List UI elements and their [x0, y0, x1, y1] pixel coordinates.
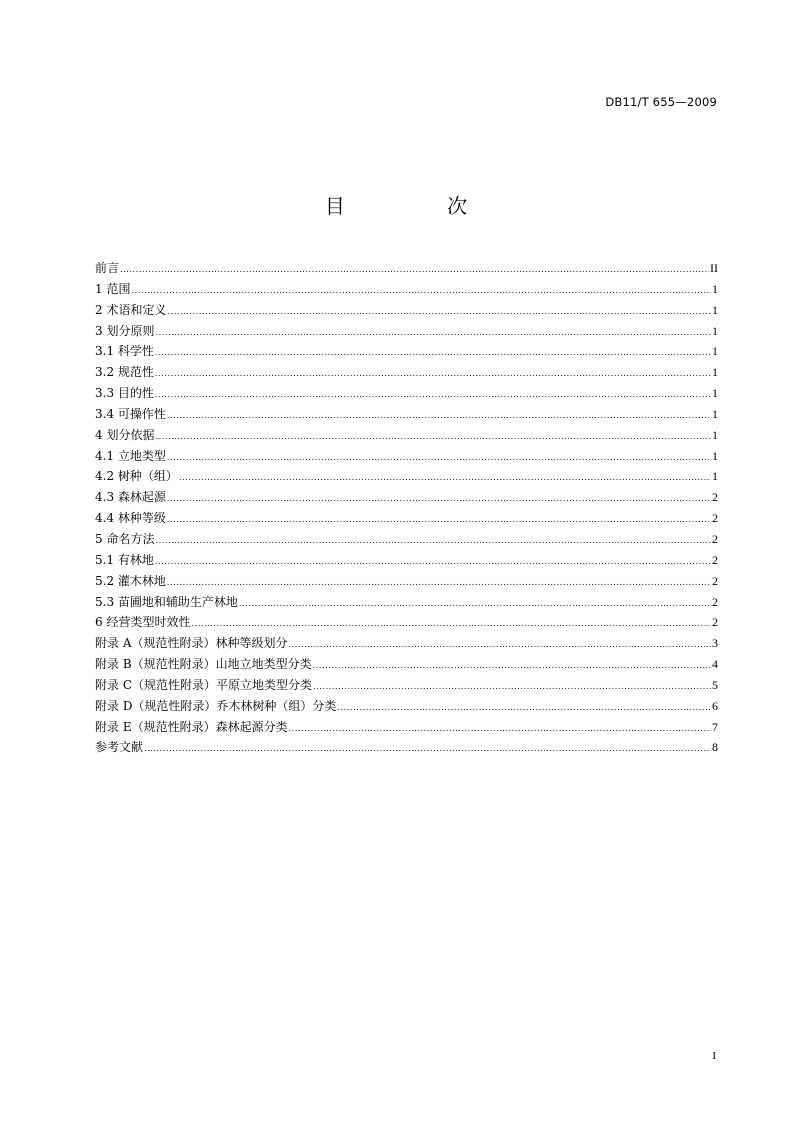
toc-entry[interactable] [95, 362, 718, 383]
toc-entry-label: 5.1 有林地 [95, 552, 154, 567]
toc-entry[interactable] [95, 300, 718, 321]
toc-dot-leader [167, 448, 711, 469]
toc-entry[interactable] [95, 571, 718, 592]
toc-entry[interactable] [95, 279, 718, 300]
toc-entry-page: 2 [712, 531, 718, 546]
toc-entry[interactable] [95, 529, 718, 550]
toc-dot-leader [288, 635, 711, 656]
toc-dot-leader [155, 364, 711, 385]
toc-entry-page: 3 [712, 636, 718, 651]
toc-entry[interactable] [95, 383, 718, 404]
toc-dot-leader [337, 698, 711, 719]
toc-entry-page: 4 [712, 657, 718, 672]
toc-entry-page: 1 [712, 344, 718, 359]
toc-entry-page: 1 [712, 323, 718, 338]
toc-entry-page: 6 [712, 698, 718, 713]
toc-entry-label: 附录 B（规范性附录）山地立地类型分类 [95, 657, 312, 672]
toc-entry-page: 1 [712, 281, 718, 296]
toc-entry[interactable] [95, 654, 718, 675]
toc-dot-leader [155, 427, 711, 448]
toc-entry-page: 2 [712, 511, 718, 526]
toc-entry-label: 3 划分原则 [95, 323, 155, 338]
toc-entry-label: 附录 A（规范性附录）林种等级划分 [95, 636, 288, 651]
toc-entry-page: 2 [712, 490, 718, 505]
toc-dot-leader [167, 510, 711, 531]
toc-dot-leader [167, 489, 711, 510]
toc-entry-page: 2 [712, 615, 718, 630]
toc-entry[interactable] [95, 321, 718, 342]
toc-entry-label: 前言 [95, 261, 120, 275]
toc-entry[interactable] [95, 717, 718, 738]
toc-entry-page: 2 [712, 552, 718, 567]
toc-entry-label: 4.3 森林起源 [95, 490, 166, 505]
toc-entry-label: 3.3 目的性 [95, 386, 154, 401]
toc-dot-leader [155, 531, 711, 552]
toc-dot-leader [289, 719, 711, 740]
document-code: DB11/T 655—2009 [605, 95, 717, 109]
toc-dot-leader [155, 343, 711, 364]
toc-entry[interactable] [95, 592, 718, 613]
page-number: I [712, 1050, 716, 1062]
toc-entry-label: 2 术语和定义 [95, 302, 167, 317]
toc-dot-leader [313, 677, 711, 698]
table-of-contents [95, 258, 718, 758]
toc-entry[interactable] [95, 737, 718, 758]
toc-dot-leader [155, 385, 711, 406]
toc-entry-label: 4 划分依据 [95, 427, 155, 442]
toc-entry-label: 参考文献 [95, 740, 144, 755]
toc-entry-label: 3.4 可操作性 [95, 406, 166, 421]
toc-entry[interactable] [95, 466, 718, 487]
toc-entry-page: 7 [712, 719, 718, 734]
toc-entry[interactable] [95, 633, 718, 654]
toc-entry-label: 4.4 林种等级 [95, 511, 166, 526]
toc-entry[interactable] [95, 446, 718, 467]
toc-entry-page: 1 [712, 469, 718, 484]
toc-entry-label: 5 命名方法 [95, 531, 155, 546]
toc-entry-page: 1 [712, 302, 718, 317]
toc-entry-page: 2 [712, 594, 718, 609]
toc-entry-page: 1 [712, 448, 718, 463]
toc-dot-leader [155, 323, 711, 344]
toc-dot-leader [239, 594, 711, 615]
toc-entry-label: 5.2 灌木林地 [95, 573, 166, 588]
toc-dot-leader [144, 739, 711, 760]
toc-dot-leader [313, 656, 711, 677]
toc-entry-page: 1 [712, 365, 718, 380]
toc-entry-label: 3.1 科学性 [95, 344, 154, 359]
toc-entry[interactable] [95, 612, 718, 633]
toc-entry-page: 8 [712, 740, 718, 755]
toc-dot-leader [120, 260, 709, 281]
toc-dot-leader [167, 302, 711, 323]
toc-entry-label: 4.1 立地类型 [95, 448, 166, 463]
toc-entry-label: 5.3 苗圃地和辅助生产林地 [95, 594, 238, 609]
toc-entry-page: 5 [712, 677, 718, 692]
toc-entry-label: 1 范围 [95, 281, 131, 296]
toc-entry[interactable] [95, 341, 718, 362]
toc-entry-label: 3.2 规范性 [95, 365, 154, 380]
toc-entry-page: 1 [712, 427, 718, 442]
toc-entry-label: 6 经营类型时效性 [95, 615, 191, 630]
toc-entry-page: 1 [712, 386, 718, 401]
toc-dot-leader [167, 573, 711, 594]
toc-entry[interactable] [95, 675, 718, 696]
toc-entry-page: 1 [712, 406, 718, 421]
toc-entry-label: 附录 C（规范性附录）平原立地类型分类 [95, 677, 312, 692]
toc-entry[interactable] [95, 487, 718, 508]
toc-entry[interactable] [95, 425, 718, 446]
toc-entry[interactable] [95, 404, 718, 425]
toc-entry[interactable] [95, 508, 718, 529]
toc-entry-label: 附录 D（规范性附录）乔木林树种（组）分类 [95, 698, 337, 713]
toc-dot-leader [167, 406, 711, 427]
toc-dot-leader [179, 468, 711, 489]
toc-entry-page: II [710, 261, 718, 275]
toc-dot-leader [131, 281, 711, 302]
toc-entry[interactable] [95, 258, 718, 279]
toc-entry[interactable] [95, 696, 718, 717]
toc-entry[interactable] [95, 550, 718, 571]
toc-entry-label: 4.2 树种（组） [95, 469, 178, 484]
toc-entry-page: 2 [712, 573, 718, 588]
page-title: 目 次 [324, 194, 516, 218]
toc-dot-leader [191, 614, 711, 635]
toc-dot-leader [155, 552, 711, 573]
toc-entry-label: 附录 E（规范性附录）森林起源分类 [95, 719, 288, 734]
